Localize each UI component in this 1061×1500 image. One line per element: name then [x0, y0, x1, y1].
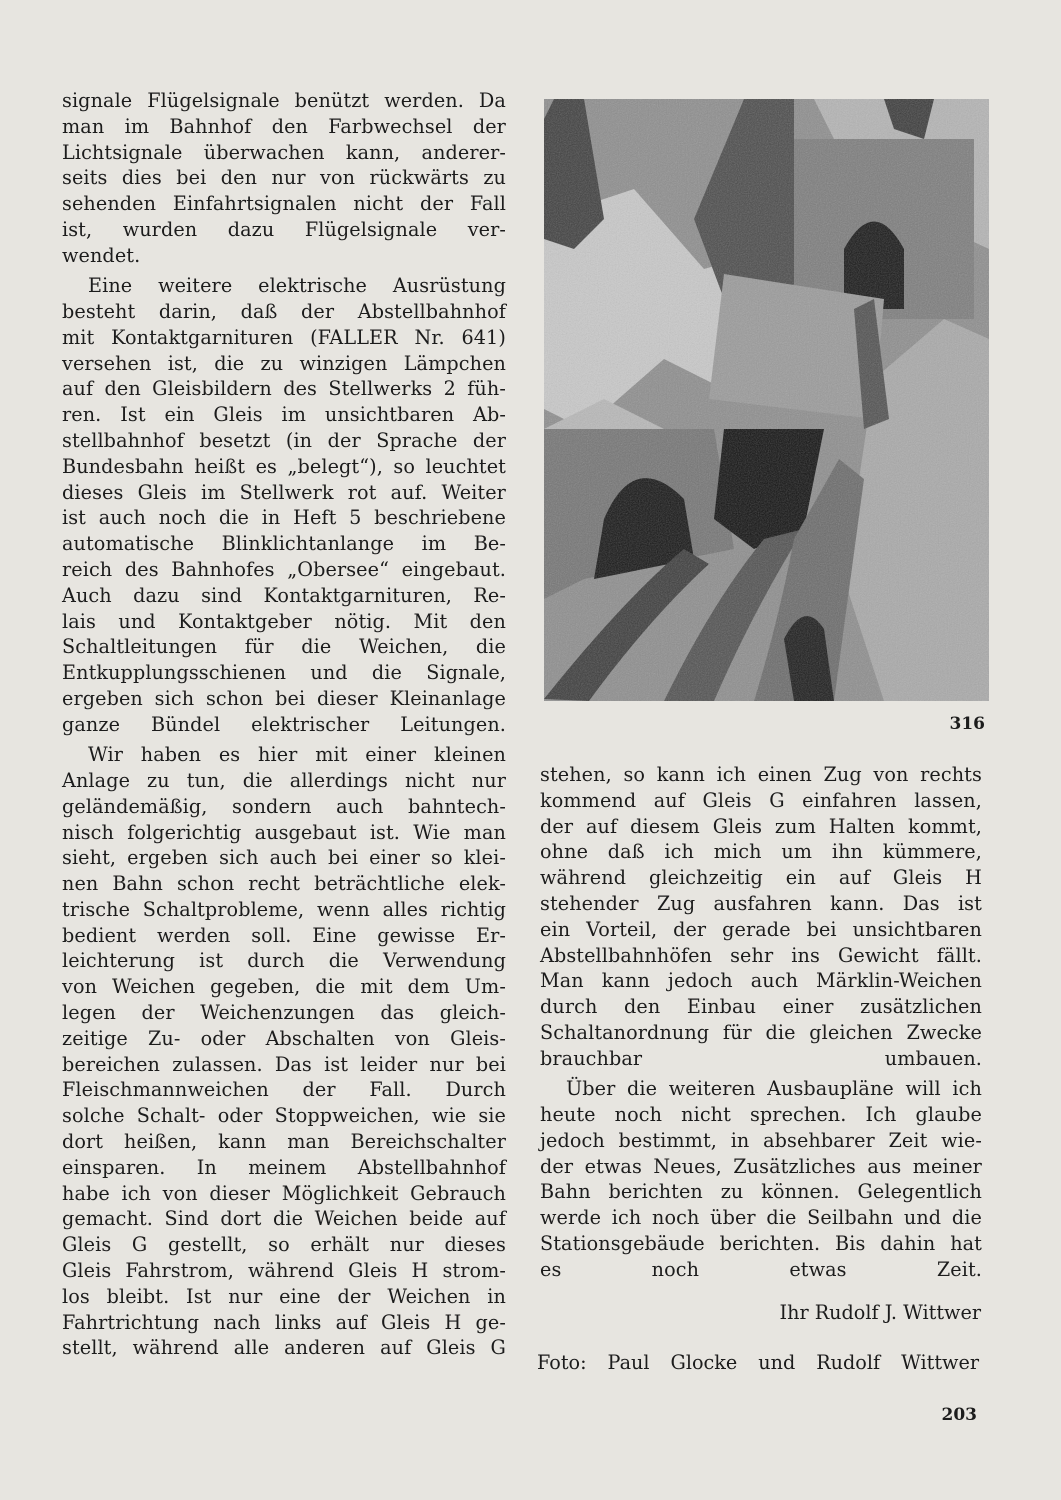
text-line: Fahrtrichtung nach links auf Gleis H ge-: [62, 1310, 506, 1334]
text-line: gemacht. Sind dort die Weichen beide auf: [62, 1207, 506, 1231]
text-line: dort heißen, kann man Bereichschalter: [62, 1130, 506, 1154]
text-line: stehender Zug ausfahren kann. Das ist: [540, 891, 982, 915]
author-signature: Ihr Rudolf J. Wittwer: [779, 1301, 981, 1324]
text-line: Auch dazu sind Kontaktgarnituren, Re-: [62, 583, 506, 607]
paragraph: [62, 742, 506, 1361]
text-line: Gleis Fahrstrom, während Gleis H strom-: [62, 1259, 506, 1283]
text-line: Anlage zu tun, die allerdings nicht nur: [62, 768, 506, 792]
text-line: brauchbar umbauen.: [540, 1046, 982, 1070]
text-line: solche Schalt- oder Stoppweichen, wie sie: [62, 1104, 506, 1128]
text-line: ganze Bündel elektrischer Leitungen.: [62, 712, 506, 736]
text-line: Stationsgebäude berichten. Bis dahin hat: [540, 1231, 982, 1255]
text-line: ohne daß ich mich um ihn kümmere,: [540, 840, 982, 864]
left-column: [62, 88, 506, 1366]
text-line: sieht, ergeben sich auch bei einer so klei-: [62, 846, 506, 870]
text-line: Eine weitere elektrische Ausrüstung: [88, 274, 506, 298]
right-column: [540, 762, 982, 1287]
text-line: Bahn berichten zu können. Gelegentlich: [540, 1180, 982, 1204]
text-line: Entkupplungsschienen und die Signale,: [62, 661, 506, 685]
text-line: Schaltleitungen für die Weichen, die: [62, 635, 506, 659]
text-line: Lichtsignale überwachen kann, anderer-: [62, 140, 506, 164]
text-line: seits dies bei den nur von rückwärts zu: [62, 166, 506, 190]
text-line: Schaltanordnung für die gleichen Zwecke: [540, 1020, 982, 1044]
text-line: Man kann jedoch auch Märklin-Weichen: [540, 969, 982, 993]
text-line: ergeben sich schon bei dieser Kleinanlage: [62, 686, 506, 710]
text-line: reich des Bahnhofes „Obersee“ eingebaut.: [62, 557, 506, 581]
text-line: bedient werden soll. Eine gewisse Er-: [62, 923, 506, 947]
model-railway-photo: [544, 99, 989, 701]
text-line: kommend auf Gleis G einfahren lassen,: [540, 788, 982, 812]
text-line: jedoch bestimmt, in absehbarer Zeit wie-: [540, 1128, 982, 1152]
text-line: Fleischmannweichen der Fall. Durch: [62, 1078, 506, 1102]
figure-number: 316: [949, 714, 985, 734]
text-line: lais und Kontaktgeber nötig. Mit den: [62, 609, 506, 633]
text-line: stellt, während alle anderen auf Gleis G: [62, 1336, 506, 1360]
text-line: während gleichzeitig ein auf Gleis H: [540, 866, 982, 890]
text-line: legen der Weichenzungen das gleich-: [62, 1001, 506, 1025]
text-line: Über die weiteren Ausbaupläne will ich: [566, 1077, 982, 1101]
text-line: zeitige Zu- oder Abschalten von Gleis-: [62, 1026, 506, 1050]
text-line: besteht darin, daß der Abstellbahnhof: [62, 299, 506, 323]
paragraph: [62, 88, 506, 269]
text-line: heute noch nicht sprechen. Ich glaube: [540, 1102, 982, 1126]
text-line: mit Kontaktgarnituren (FALLER Nr. 641): [62, 325, 506, 349]
paragraph: [540, 762, 982, 1072]
text-line: stehen, so kann ich einen Zug von rechts: [540, 763, 982, 786]
text-line: nen Bahn schon recht beträchtliche elek-: [62, 872, 506, 896]
text-line: trische Schaltprobleme, wenn alles richtig: [62, 897, 506, 921]
text-line: wendet.: [62, 243, 141, 267]
text-line: Bundesbahn heißt es „belegt“), so leuchtet: [62, 454, 506, 478]
text-line: los bleibt. Ist nur eine der Weichen in: [62, 1284, 506, 1308]
text-line: ist, wurden dazu Flügelsignale ver-: [62, 217, 506, 241]
text-line: dieses Gleis im Stellwerk rot auf. Weiter: [62, 480, 506, 504]
photo-illustration: [544, 99, 989, 701]
text-line: ren. Ist ein Gleis im unsichtbaren Ab-: [62, 403, 506, 427]
photo-credit: Foto: Paul Glocke und Rudolf Wittwer: [537, 1351, 979, 1374]
text-line: habe ich von dieser Möglichkeit Gebrauch: [62, 1181, 506, 1205]
text-line: man im Bahnhof den Farbwechsel der: [62, 114, 506, 138]
text-line: sehenden Einfahrtsignalen nicht der Fall: [62, 192, 506, 216]
text-line: versehen ist, die zu winzigen Lämpchen: [62, 351, 506, 375]
text-line: leichterung ist durch die Verwendung: [62, 949, 506, 973]
text-line: von Weichen gegeben, die mit dem Um-: [62, 975, 506, 999]
text-line: bereichen zulassen. Das ist leider nur bei: [62, 1052, 506, 1076]
text-line: der etwas Neues, Zusätzliches aus meiner: [540, 1154, 982, 1178]
text-line: Wir haben es hier mit einer kleinen: [88, 743, 506, 767]
photo-grain: [544, 99, 989, 701]
text-line: auf den Gleisbildern des Stellwerks 2 füh-: [62, 377, 506, 401]
text-line: der auf diesem Gleis zum Halten kommt,: [540, 814, 982, 838]
text-line: durch den Einbau einer zusätzlichen: [540, 995, 982, 1019]
text-line: werde ich noch über die Seilbahn und die: [540, 1206, 982, 1230]
text-line: Abstellbahnhöfen sehr ins Gewicht fällt.: [540, 943, 982, 967]
text-line: automatische Blinklichtanlange im Be-: [62, 532, 506, 556]
text-line: es noch etwas Zeit.: [540, 1257, 982, 1281]
text-line: signale Flügelsignale benützt werden. Da: [62, 89, 506, 112]
text-line: ist auch noch die in Heft 5 beschriebene: [62, 506, 506, 530]
paragraph: [62, 273, 506, 737]
text-line: nisch folgerichtig ausgebaut ist. Wie man: [62, 820, 506, 844]
text-line: Gleis G gestellt, so erhält nur dieses: [62, 1233, 506, 1257]
page-number: 203: [941, 1405, 977, 1425]
text-line: ein Vorteil, der gerade bei unsichtbaren: [540, 917, 982, 941]
text-line: stellbahnhof besetzt (in der Sprache der: [62, 428, 506, 452]
paragraph: [540, 1076, 982, 1282]
text-line: einsparen. In meinem Abstellbahnhof: [62, 1155, 506, 1179]
text-line: geländemäßig, sondern auch bahntech-: [62, 794, 506, 818]
